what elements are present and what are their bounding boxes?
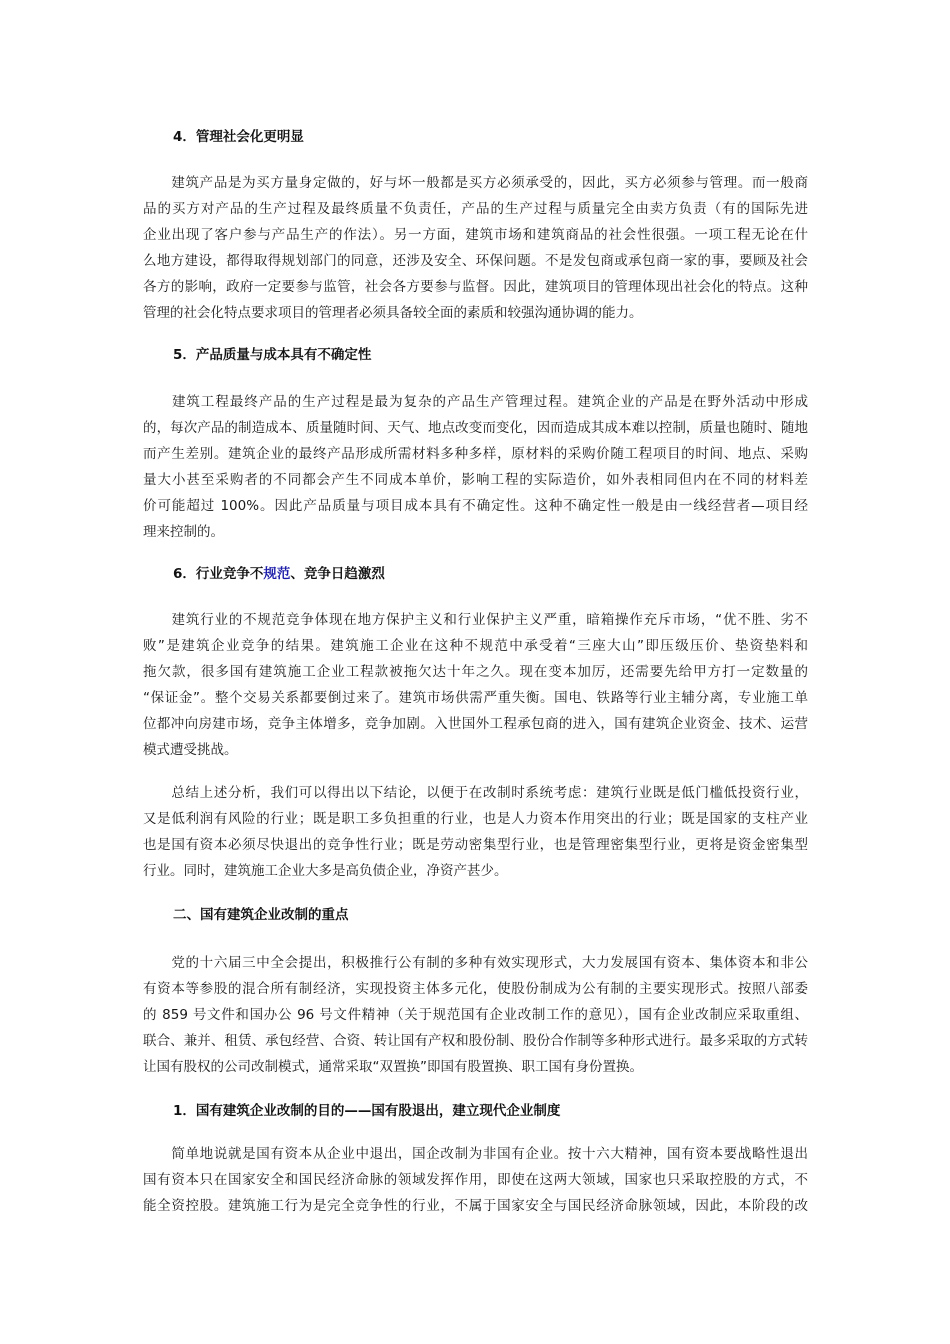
text-line: 各方的影响，政府一定要参与监管，社会各方要参与监督。因此，建筑项目的管理体现出社会化的特点。这种 xyxy=(143,279,808,295)
paragraph xyxy=(143,780,808,884)
text-line: 的，每次产品的制造成本、质量随时间、天气、地点改变而变化，因而造成其成本难以控制，质量也随时、随地 xyxy=(143,420,808,436)
text-line: 而产生差别。建筑企业的最终产品形成所需材料多种多样，原材料的采购价随工程项目的时间、地点、采购 xyxy=(143,446,808,462)
text-line: 管理的社会化特点要求项目的管理者必须具备较全面的素质和较强沟通协调的能力。 xyxy=(143,305,643,321)
section-heading: 二、国有建筑企业改制的重点 xyxy=(173,907,349,923)
section-heading: 6．行业竞争不规范、竞争日趋激烈 xyxy=(173,566,385,582)
text-line: 行业。同时，建筑施工企业大多是高负债企业，净资产甚少。 xyxy=(143,863,508,879)
text-line: 简单地说就是国有资本从企业中退出，国企改制为非国有企业。按十六大精神，国有资本要战略性退出 xyxy=(143,1146,808,1162)
text-line: 败”是建筑企业竞争的结果。建筑施工企业在这种不规范中承受着“三座大山”即压级压价、垫资垫料和 xyxy=(143,638,808,654)
paragraph xyxy=(143,950,808,1080)
hyperlink[interactable]: 规范 xyxy=(263,566,291,582)
text-line: 企业出现了客户参与产品生产的作法）。另一方面，建筑市场和建筑商品的社会性很强。一项工程无论在什 xyxy=(143,227,808,243)
text-line: 联合、兼并、租赁、承包经营、合资、转让国有产权和股份制、股份合作制等多种形式进行。最多采取的方式转 xyxy=(143,1033,808,1049)
text-line: 又是低利润有风险的行业；既是职工多负担重的行业，也是人力资本作用突出的行业；既是国家的支柱产业 xyxy=(143,811,808,827)
text-line: 品的买方对产品的生产过程及最终质量不负责任，产品的生产过程与质量完全由卖方负责（有的国际先进 xyxy=(143,201,808,217)
text-line: 么地方建设，都得取得规划部门的同意，还涉及安全、环保问题。不是发包商或承包商一家的事，要顾及社会 xyxy=(143,253,808,269)
paragraph xyxy=(143,1141,808,1219)
text-line: 的 859 号文件和国办公 96 号文件精神（关于规范国有企业改制工作的意见），国有企业改制应采取重组、 xyxy=(143,1007,808,1023)
text-line: “保证金”。整个交易关系都要倒过来了。建筑市场供需严重失衡。国电、铁路等行业主辅分离，专业施工单 xyxy=(143,690,808,706)
text-line: 有资本等参股的混合所有制经济，实现投资主体多元化，使股份制成为公有制的主要实现形式。按照八部委 xyxy=(143,981,808,997)
text-line: 理来控制的。 xyxy=(143,524,224,540)
paragraph xyxy=(143,389,808,545)
text-line: 国有资本只在国家安全和国民经济命脉的领域发挥作用，即使在这两大领域，国家也只采取控股的方式，不 xyxy=(143,1172,808,1188)
text-line: 位都冲向房建市场，竞争主体增多，竞争加剧。入世国外工程承包商的进入，国有建筑企业资金、技术、运营 xyxy=(143,716,808,732)
paragraph xyxy=(143,607,808,763)
text-line: 建筑工程最终产品的生产过程是最为复杂的产品生产管理过程。建筑企业的产品是在野外活动中形成 xyxy=(143,394,808,410)
text-line: 总结上述分析，我们可以得出以下结论，以便于在改制时系统考虑：建筑行业既是低门槛低投资行业， xyxy=(143,785,808,801)
text-line: 拖欠款，很多国有建筑施工企业工程款被拖欠达十年之久。现在变本加厉，还需要先给甲方打一定数量的 xyxy=(143,664,808,680)
text-line: 建筑行业的不规范竞争体现在地方保护主义和行业保护主义严重，暗箱操作充斥市场，“优不胜、劣不 xyxy=(143,612,808,628)
text-line: 建筑产品是为买方量身定做的，好与坏一般都是买方必须承受的，因此，买方必须参与管理。而一般商 xyxy=(143,175,808,191)
text-line: 价可能超过 100%。因此产品质量与项目成本具有不确定性。这种不确定性一般是由一线经营者—项目经 xyxy=(143,498,808,514)
section-heading: 4．管理社会化更明显 xyxy=(173,129,304,145)
paragraph xyxy=(143,170,808,326)
text-line: 能全资控股。建筑施工行为是完全竞争性的行业，不属于国家安全与国民经济命脉领域，因此，本阶段的改 xyxy=(143,1198,808,1214)
text-line: 模式遭受挑战。 xyxy=(143,742,238,758)
text-line: 量大小甚至采购者的不同都会产生不同成本单价，影响工程的实际造价，如外表相同但内在不同的材料差 xyxy=(143,472,808,488)
text-line: 让国有股权的公司改制模式，通常采取“双置换”即国有股置换、职工国有身份置换。 xyxy=(143,1059,643,1075)
text-line: 党的十六届三中全会提出，积极推行公有制的多种有效实现形式，大力发展国有资本、集体资本和非公 xyxy=(143,955,808,971)
section-heading: 5．产品质量与成本具有不确定性 xyxy=(173,347,372,363)
section-heading: 1．国有建筑企业改制的目的——国有股退出，建立现代企业制度 xyxy=(173,1103,561,1119)
text-line: 也是国有资本必须尽快退出的竞争性行业；既是劳动密集型行业，也是管理密集型行业，更将是资金密集型 xyxy=(143,837,808,853)
